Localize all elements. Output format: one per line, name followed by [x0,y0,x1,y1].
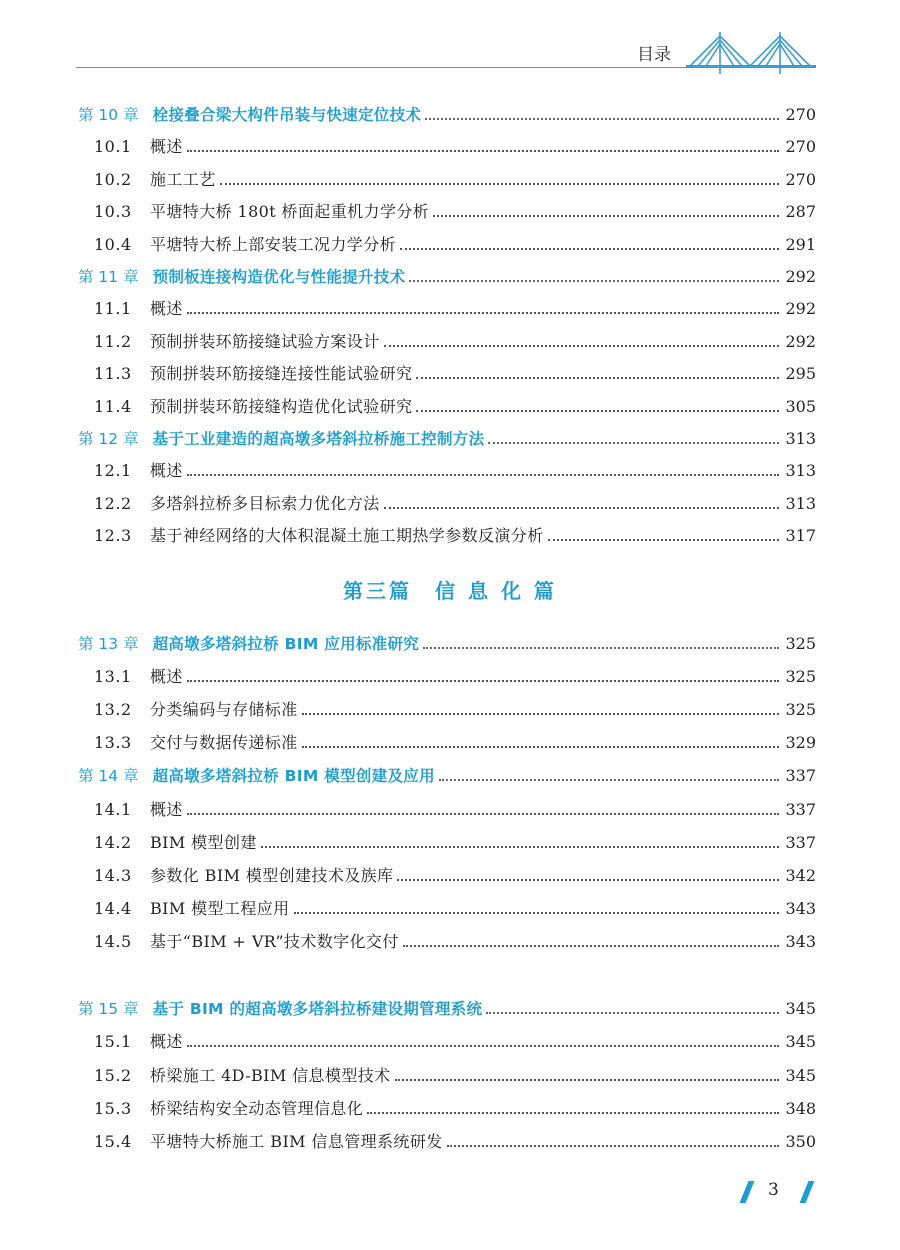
dot-leader [302,713,780,715]
entry-page-number: 345 [785,1065,816,1085]
dot-leader [447,1145,780,1147]
entry-number: 11.3 [94,364,132,384]
dot-leader [294,912,780,914]
right-slash-icon [800,1181,815,1203]
dot-leader [403,945,780,947]
entry-page-number: 343 [785,898,816,918]
entry-title: 分类编码与存储标准 [150,700,298,720]
entry-number: 第 15 章 [78,1000,139,1018]
dot-leader [367,1112,779,1114]
entry-number: 10.3 [94,202,132,222]
dot-leader [400,248,779,250]
entry-title: 概述 [150,461,183,481]
entry-page-number: 292 [785,267,816,286]
entry-number: 14.3 [94,865,132,885]
entry-title: 超高墩多塔斜拉桥 BIM 模型创建及应用 [152,767,435,786]
entry-page-number: 343 [785,931,816,951]
toc-chapter-entry[interactable] [78,423,816,449]
entry-page-number: 325 [785,700,816,720]
entry-title: 预制拼装环筋接缝试验方案设计 [150,331,380,351]
entry-number: 13.2 [94,700,132,720]
entry-number: 14.5 [94,931,132,951]
entry-number: 12.2 [94,493,132,513]
toc-section-entry[interactable] [78,1060,816,1086]
dot-leader [423,647,779,649]
toc-chapter-entry[interactable] [78,993,816,1019]
entry-page-number: 313 [785,429,816,448]
dot-leader [416,377,779,379]
dot-leader [384,507,780,509]
toc-section-entry[interactable] [78,131,816,157]
entry-title: 概述 [150,299,183,319]
entry-number: 12.3 [94,526,132,546]
entry-title: 栓接叠合梁大构件吊装与快速定位技术 [152,106,422,124]
dot-leader [187,150,780,152]
entry-title: 多塔斜拉桥多目标索力优化方法 [150,493,380,513]
entry-number: 15.3 [94,1098,132,1118]
toc-section-entry[interactable] [78,1026,816,1052]
dot-leader [439,779,780,781]
entry-title: 参数化 BIM 模型创建技术及族库 [150,865,394,885]
toc-section-entry[interactable] [78,391,816,417]
entry-title: 桥梁施工 4D-BIM 信息模型技术 [150,1065,391,1085]
entry-number: 15.1 [94,1032,132,1052]
entry-number: 第 14 章 [78,767,139,786]
left-slash-icon [740,1181,755,1203]
entry-page-number: 317 [785,526,816,546]
toc-section-entry[interactable] [78,827,816,853]
entry-page-number: 305 [785,396,816,416]
entry-page-number: 292 [785,331,816,351]
toc-section-entry[interactable] [78,727,816,753]
entry-title: 预制拼装环筋接缝构造优化试验研究 [150,396,413,416]
toc-section-entry[interactable] [78,1126,816,1152]
dot-leader [486,1012,779,1014]
entry-title: 桥梁结构安全动态管理信息化 [150,1098,364,1118]
entry-title: 基于工业建造的超高墩多塔斜拉桥施工控制方法 [152,430,485,448]
entry-title: 概述 [150,667,183,687]
entry-number: 10.2 [94,169,132,189]
toc-section-entry[interactable] [78,196,816,222]
toc-chapter-entry[interactable] [78,99,816,125]
dot-leader [220,183,780,185]
entry-page-number: 270 [785,105,816,124]
entry-number: 10.1 [94,137,132,157]
entry-page-number: 342 [785,865,816,885]
dot-leader [261,846,780,848]
toc-section-entry[interactable] [78,229,816,255]
dot-leader [395,1079,780,1081]
entry-number: 11.1 [94,299,132,319]
toc-section-entry[interactable] [78,293,816,319]
toc-section-entry[interactable] [78,164,816,190]
entry-page-number: 270 [785,137,816,157]
toc-section-entry[interactable] [78,893,816,919]
entry-page-number: 345 [785,1032,816,1052]
entry-page-number: 313 [785,493,816,513]
toc-section-entry[interactable] [78,926,816,952]
entry-page-number: 337 [785,799,816,819]
entry-title: BIM 模型工程应用 [150,898,290,918]
entry-title: 概述 [150,799,183,819]
entry-number: 15.2 [94,1065,132,1085]
toc-section-entry[interactable] [78,694,816,720]
entry-title: 交付与数据传递标准 [150,733,298,753]
dot-leader [416,410,779,412]
page-number: 3 [768,1180,779,1200]
entry-page-number: 350 [785,1132,816,1152]
entry-title: 施工工艺 [150,169,216,189]
toc-chapter-entry[interactable] [78,760,816,786]
dot-leader [187,474,780,476]
entry-page-number: 329 [785,733,816,753]
entry-number: 12.1 [94,461,132,481]
entry-title: BIM 模型创建 [150,832,257,852]
entry-number: 第 10 章 [78,106,139,124]
entry-page-number: 295 [785,364,816,384]
entry-page-number: 291 [785,234,816,254]
dot-leader [425,118,779,120]
toc-section-entry[interactable] [78,326,816,352]
entry-title: 预制拼装环筋接缝连接性能试验研究 [150,364,413,384]
entry-title: 概述 [150,137,183,157]
entry-number: 第 13 章 [78,635,139,653]
entry-title: 基于“BIM + VR”技术数字化交付 [150,931,399,951]
dot-leader [187,1045,780,1047]
dot-leader [397,879,779,881]
dot-leader [302,746,780,748]
entry-number: 14.4 [94,898,132,918]
entry-title: 预制板连接构造优化与性能提升技术 [152,268,406,286]
entry-page-number: 337 [785,766,816,786]
entry-number: 14.2 [94,832,132,852]
entry-title: 超高墩多塔斜拉桥 BIM 应用标准研究 [152,635,420,653]
entry-number: 15.4 [94,1132,132,1152]
dot-leader [187,312,780,314]
entry-title: 平塘特大桥 180t 桥面起重机力学分析 [150,202,430,222]
entry-number: 13.3 [94,733,132,753]
dot-leader [384,345,780,347]
entry-page-number: 325 [785,634,816,653]
entry-title: 基于 BIM 的超高墩多塔斜拉桥建设期管理系统 [152,1000,483,1018]
entry-number: 14.1 [94,799,132,819]
toc-section-entry[interactable] [78,860,816,886]
entry-page-number: 292 [785,299,816,319]
dot-leader [409,280,779,282]
dot-leader [548,539,780,541]
entry-number: 11.2 [94,331,132,351]
toc-chapter-entry[interactable] [78,261,816,287]
header-title: 目录 [637,45,671,65]
toc-section-entry[interactable] [78,358,816,384]
entry-number: 11.4 [94,396,132,416]
dot-leader [488,442,779,444]
toc-section-entry[interactable] [78,488,816,514]
entry-page-number: 325 [785,667,816,687]
entry-page-number: 313 [785,461,816,481]
entry-page-number: 287 [785,202,816,222]
entry-page-number: 348 [785,1098,816,1118]
toc-chapter-entry[interactable] [78,628,816,654]
entry-title: 平塘特大桥施工 BIM 信息管理系统研发 [150,1132,443,1152]
entry-number: 13.1 [94,667,132,687]
entry-number: 第 12 章 [78,430,139,448]
dot-leader [187,680,780,682]
part-heading: 第三篇 信 息 化 篇 [343,579,557,603]
entry-page-number: 337 [785,832,816,852]
entry-page-number: 345 [785,999,816,1018]
entry-number: 10.4 [94,234,132,254]
toc-section-entry[interactable] [78,455,816,481]
entry-number: 第 11 章 [78,268,139,286]
page-footer [738,1178,818,1208]
dot-leader [433,215,779,217]
toc-section-entry[interactable] [78,520,816,546]
entry-title: 基于神经网络的大体积混凝土施工期热学参数反演分析 [150,526,544,546]
entry-title: 平塘特大桥上部安装工况力学分析 [150,234,397,254]
entry-page-number: 270 [785,169,816,189]
toc-section-entry[interactable] [78,1093,816,1119]
toc-section-entry[interactable] [78,661,816,687]
entry-title: 概述 [150,1032,183,1052]
dot-leader [187,813,780,815]
toc-section-entry[interactable] [78,794,816,820]
